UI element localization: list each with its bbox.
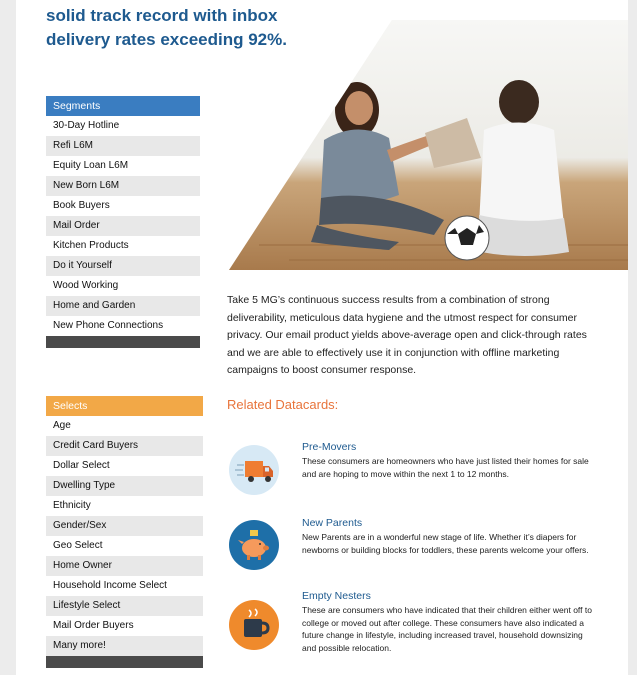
page: [16, 0, 628, 675]
intro-paragraph: Take 5 MG’s continuous success results from a combination of strong deliverability, meticulous data hygiene and the utmost respect for consumer privacy. Our email product yields above-average open and click-through rates and we are able to effectively use it in conjunction with offline marketing campaigns to boost consumer response.: [227, 294, 587, 376]
segment-item[interactable]: Kitchen Products: [53, 240, 129, 251]
moving-truck-icon: [229, 445, 279, 495]
select-item[interactable]: Geo Select: [53, 540, 103, 551]
segment-item[interactable]: New Phone Connections: [53, 320, 164, 331]
select-item[interactable]: Home Owner: [46, 556, 203, 576]
mother-child-illustration: [229, 20, 628, 270]
select-item[interactable]: Dwelling Type: [46, 476, 203, 496]
selects-list: [46, 396, 203, 668]
select-item[interactable]: Gender/Sex: [46, 516, 203, 536]
segment-item[interactable]: Refi L6M: [46, 136, 200, 156]
segments-header: Segments: [46, 96, 200, 116]
headline-line-2: delivery rates exceeding 92%.: [46, 30, 287, 49]
segments-list: [46, 96, 200, 348]
segment-item[interactable]: 30-Day Hotline: [53, 120, 120, 131]
related-datacards-title: Related Datacards:: [227, 397, 339, 412]
hero-photo: [229, 20, 628, 270]
selects-footer-bar: [46, 656, 203, 668]
segment-item[interactable]: New Born L6M: [46, 176, 200, 196]
select-item[interactable]: Lifestyle Select: [46, 596, 203, 616]
headline-line-1: solid track record with inbox: [46, 6, 278, 25]
datacard-title[interactable]: New Parents: [302, 517, 363, 529]
select-item[interactable]: Ethnicity: [53, 500, 91, 511]
datacard-description: New Parents are in a wonderful new stage of life. Whether it’s diapers for newborns or building blocks for toddlers, these parents welcome your offers.: [302, 532, 589, 555]
datacard-description: These are consumers who have indicated that their children either went off to college or moved out after college. These consumers have also indicated a future change in lifestyle, including increased travel, household downsizing and possible relocation.: [302, 605, 592, 653]
segments-footer-bar: [46, 336, 200, 348]
segment-item[interactable]: Wood Working: [53, 280, 119, 291]
selects-header: Selects: [46, 396, 203, 416]
piggy-bank-icon: [229, 520, 279, 570]
datacard-title[interactable]: Pre-Movers: [302, 441, 357, 453]
select-item[interactable]: Household Income Select: [53, 580, 167, 591]
select-item[interactable]: Credit Card Buyers: [46, 436, 203, 456]
segment-item[interactable]: Book Buyers: [53, 200, 110, 211]
select-item[interactable]: Dollar Select: [53, 460, 110, 471]
select-item[interactable]: Age: [53, 420, 71, 431]
segment-item[interactable]: Equity Loan L6M: [53, 160, 129, 171]
select-item[interactable]: Many more!: [46, 636, 203, 656]
segment-item[interactable]: Do it Yourself: [46, 256, 200, 276]
datacard-description: These consumers are homeowners who have just listed their homes for sale and are hoping to move within the next 1 to 12 months.: [302, 456, 589, 479]
datacard-title[interactable]: Empty Nesters: [302, 590, 371, 602]
select-item[interactable]: Mail Order Buyers: [53, 620, 134, 631]
coffee-mug-icon: [229, 600, 279, 650]
segment-item[interactable]: Home and Garden: [46, 296, 200, 316]
segment-item[interactable]: Mail Order: [46, 216, 200, 236]
